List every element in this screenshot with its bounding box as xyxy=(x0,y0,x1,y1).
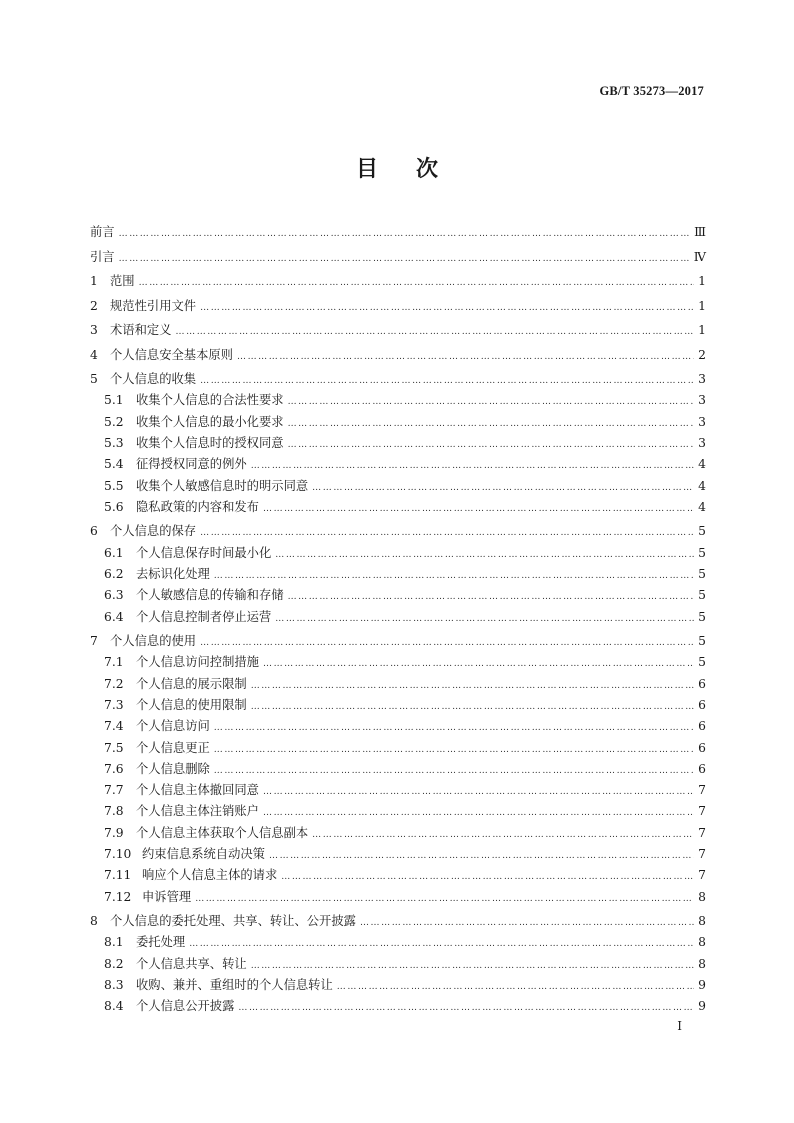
toc-entry-page: 4 xyxy=(698,499,706,514)
toc-entry-label: 个人信息控制者停止运营 xyxy=(136,609,272,624)
toc-entry-number: 5.3 xyxy=(104,435,124,450)
toc-entry-label: 收集个人信息的合法性要求 xyxy=(136,393,284,408)
toc-entry-page: 8 xyxy=(698,935,706,950)
toc-entry-number: 3 xyxy=(90,323,98,338)
toc-entry-page: 4 xyxy=(698,457,706,472)
toc-entry-number: 7.2 xyxy=(104,676,124,691)
toc-dot-leader xyxy=(237,352,694,362)
title-char-1: 目 xyxy=(355,156,378,182)
toc-dot-leader xyxy=(200,638,694,648)
toc-dot-leader xyxy=(288,592,694,602)
toc-entry-page: 5 xyxy=(698,545,706,560)
toc-entry-number: 1 xyxy=(90,274,98,289)
toc-entry-number: 5.1 xyxy=(104,393,124,408)
toc-entry[interactable] xyxy=(90,271,706,292)
toc-entry-page: 5 xyxy=(698,634,706,649)
toc-entry-label: 个人信息共享、转让 xyxy=(136,956,247,971)
toc-entry-page: 8 xyxy=(698,956,706,971)
toc-entry-page: 6 xyxy=(698,697,706,712)
toc-entry-label: 范围 xyxy=(110,274,135,289)
toc-entry[interactable] xyxy=(90,738,706,759)
toc-entry-page: 3 xyxy=(698,414,706,429)
toc-entry[interactable] xyxy=(90,759,706,780)
toc-dot-leader xyxy=(263,808,694,818)
toc-entry-number: 7.3 xyxy=(104,697,124,712)
toc-entry-label: 收集个人敏感信息时的明示同意 xyxy=(136,478,309,493)
toc-dot-leader xyxy=(238,1003,694,1013)
toc-dot-leader xyxy=(214,766,694,776)
toc-entry[interactable] xyxy=(90,296,706,317)
toc-entry-label: 约束信息系统自动决策 xyxy=(142,847,265,861)
toc-entry-number: 8 xyxy=(90,914,98,929)
toc-entry-number: 5.5 xyxy=(104,478,124,493)
toc-entry-page: Ⅲ xyxy=(694,225,706,240)
toc-dot-leader xyxy=(275,550,694,560)
toc-dot-leader xyxy=(269,851,694,861)
toc-entry[interactable] xyxy=(90,780,706,801)
toc-entry-page: 4 xyxy=(698,478,706,493)
toc-entry-page: 8 xyxy=(698,889,706,904)
toc-entry-page: 5 xyxy=(698,655,706,670)
toc-entry-number: 7.4 xyxy=(104,719,124,734)
toc-entry-label: 个人信息访问 xyxy=(136,719,210,734)
toc-dot-leader xyxy=(119,229,691,239)
toc-dot-leader xyxy=(214,745,694,755)
toc-entry[interactable] xyxy=(90,543,706,564)
toc-entry-label: 征得授权同意的例外 xyxy=(136,457,247,472)
toc-entry-label: 引言 xyxy=(90,249,115,264)
toc-entry-page: 6 xyxy=(698,761,706,776)
toc-entry[interactable] xyxy=(90,695,706,716)
toc-entry-label: 申诉管理 xyxy=(142,889,192,904)
toc-dot-leader xyxy=(337,982,694,992)
toc-entry[interactable] xyxy=(90,954,706,975)
toc-dot-leader xyxy=(214,571,694,581)
toc-dot-leader xyxy=(263,504,694,514)
toc-entry-label: 个人信息安全基本原则 xyxy=(110,347,233,362)
toc-entry-number: 5 xyxy=(90,372,98,387)
toc-entry-label: 收集个人信息时的授权同意 xyxy=(136,435,284,450)
toc-entry[interactable] xyxy=(90,433,706,454)
toc-entry-number: 7.8 xyxy=(104,804,124,819)
toc-entry-page: 5 xyxy=(698,588,706,603)
toc-entry[interactable] xyxy=(90,454,706,475)
toc-entry-page: 2 xyxy=(698,347,706,362)
toc-entry-page: 7 xyxy=(698,847,706,861)
toc-entry-label: 收购、兼并、重组时的个人信息转让 xyxy=(136,977,333,992)
toc-entry-page: 5 xyxy=(698,524,706,539)
table-of-contents xyxy=(90,219,706,1018)
toc-dot-leader xyxy=(176,327,695,337)
toc-entry-number: 6.3 xyxy=(104,588,124,603)
toc-entry-page: 7 xyxy=(698,868,706,883)
toc-entry-label: 个人敏感信息的传输和存储 xyxy=(136,588,284,603)
toc-dot-leader xyxy=(288,397,694,407)
toc-entry-label: 个人信息的展示限制 xyxy=(136,676,247,691)
toc-dot-leader xyxy=(251,702,694,712)
toc-entry-page: 1 xyxy=(698,298,706,313)
toc-entry-page: 6 xyxy=(698,676,706,691)
toc-entry[interactable] xyxy=(90,222,706,243)
toc-entry-number: 7.9 xyxy=(104,825,124,840)
toc-entry-number: 8.2 xyxy=(104,956,124,971)
toc-entry[interactable] xyxy=(90,476,706,497)
toc-entry[interactable] xyxy=(90,911,706,932)
toc-dot-leader xyxy=(200,376,694,386)
toc-entry-page: 3 xyxy=(698,393,706,408)
toc-dot-leader xyxy=(214,723,694,733)
toc-entry-label: 个人信息的使用 xyxy=(110,634,197,649)
toc-dot-leader xyxy=(195,894,694,904)
toc-entry-number: 7.7 xyxy=(104,783,124,798)
toc-entry-page: 9 xyxy=(698,977,706,992)
toc-entry[interactable] xyxy=(90,844,706,865)
toc-entry-page: 8 xyxy=(698,914,706,929)
toc-dot-leader xyxy=(200,528,694,538)
toc-entry-number: 6.2 xyxy=(104,566,124,581)
toc-dot-leader xyxy=(251,461,694,471)
toc-entry[interactable] xyxy=(90,631,706,652)
toc-entry-label: 隐私政策的内容和发布 xyxy=(136,499,259,514)
toc-dot-leader xyxy=(281,872,694,882)
toc-dot-leader xyxy=(189,939,694,949)
title-char-2: 次 xyxy=(416,156,439,182)
toc-dot-leader xyxy=(263,787,694,797)
toc-entry[interactable] xyxy=(90,607,706,628)
toc-entry-number: 5.2 xyxy=(104,414,124,429)
toc-entry-label: 响应个人信息主体的请求 xyxy=(142,868,278,883)
toc-entry-number: 5.4 xyxy=(104,457,124,472)
toc-entry-label: 术语和定义 xyxy=(110,323,172,338)
toc-entry-label: 个人信息的委托处理、共享、转让、公开披露 xyxy=(110,914,356,929)
toc-entry[interactable] xyxy=(90,497,706,518)
page-number: I xyxy=(677,1019,682,1033)
toc-entry-page: 7 xyxy=(698,804,706,819)
toc-entry[interactable] xyxy=(90,390,706,411)
toc-entry-label: 个人信息更正 xyxy=(136,740,210,755)
toc-entry-page: 6 xyxy=(698,740,706,755)
toc-entry[interactable] xyxy=(90,320,706,341)
page-title xyxy=(0,152,794,183)
toc-entry-number: 8.4 xyxy=(104,999,124,1014)
toc-entry-number: 7.11 xyxy=(104,868,132,883)
toc-entry-number: 6.1 xyxy=(104,545,124,560)
toc-entry-label: 个人信息主体获取个人信息副本 xyxy=(136,825,309,840)
standard-code: GB/T 35273—2017 xyxy=(599,84,704,98)
toc-entry-number: 7.6 xyxy=(104,761,124,776)
toc-entry-number: 5.6 xyxy=(104,499,124,514)
toc-entry[interactable] xyxy=(90,801,706,822)
toc-entry-label: 规范性引用文件 xyxy=(110,298,197,313)
toc-entry-label: 个人信息删除 xyxy=(136,761,210,776)
toc-entry[interactable] xyxy=(90,585,706,606)
toc-entry-page: 3 xyxy=(698,435,706,450)
toc-dot-leader xyxy=(360,918,694,928)
toc-entry-label: 委托处理 xyxy=(136,935,186,950)
toc-entry-label: 收集个人信息的最小化要求 xyxy=(136,414,284,429)
toc-entry-number: 2 xyxy=(90,298,98,313)
toc-entry-number: 7.12 xyxy=(104,889,132,904)
toc-entry-number: 7.1 xyxy=(104,655,124,670)
toc-entry-number: 6.4 xyxy=(104,609,124,624)
toc-entry-label: 个人信息主体注销账户 xyxy=(136,804,259,819)
toc-dot-leader xyxy=(251,681,694,691)
toc-entry-label: 个人信息的使用限制 xyxy=(136,697,247,712)
toc-dot-leader xyxy=(139,278,694,288)
toc-dot-leader xyxy=(251,961,694,971)
toc-entry[interactable] xyxy=(90,823,706,844)
toc-entry-number: 6 xyxy=(90,524,98,539)
toc-entry-label: 去标识化处理 xyxy=(136,566,210,581)
toc-entry-page: 5 xyxy=(698,609,706,624)
toc-entry-label: 个人信息的保存 xyxy=(110,524,197,539)
toc-dot-leader xyxy=(119,254,690,264)
toc-entry-number: 8.1 xyxy=(104,935,124,950)
toc-dot-leader xyxy=(288,419,694,429)
toc-entry-number: 7.5 xyxy=(104,740,124,755)
toc-entry-page: 6 xyxy=(698,719,706,734)
toc-entry-page: 1 xyxy=(698,274,706,289)
toc-entry-page: 7 xyxy=(698,783,706,798)
toc-entry-page: Ⅳ xyxy=(693,249,706,264)
toc-entry[interactable] xyxy=(90,521,706,542)
toc-entry-page: 9 xyxy=(698,999,706,1014)
toc-entry[interactable] xyxy=(90,652,706,673)
toc-entry[interactable] xyxy=(90,975,706,996)
toc-entry-label: 个人信息的收集 xyxy=(110,372,197,387)
toc-entry-number: 7.10 xyxy=(104,847,132,861)
toc-entry[interactable] xyxy=(90,247,706,268)
toc-dot-leader xyxy=(263,659,694,669)
toc-entry[interactable] xyxy=(90,887,706,908)
toc-entry-label: 个人信息公开披露 xyxy=(136,999,235,1014)
toc-dot-leader xyxy=(200,303,694,313)
toc-entry[interactable] xyxy=(90,865,706,886)
toc-dot-leader xyxy=(275,614,694,624)
toc-entry[interactable] xyxy=(90,674,706,695)
toc-dot-leader xyxy=(312,830,694,840)
toc-entry-label: 个人信息主体撤回同意 xyxy=(136,783,259,798)
toc-entry[interactable] xyxy=(90,412,706,433)
toc-entry[interactable] xyxy=(90,369,706,390)
toc-entry[interactable] xyxy=(90,564,706,585)
toc-entry-number: 8.3 xyxy=(104,977,124,992)
toc-entry[interactable] xyxy=(90,716,706,737)
toc-entry-page: 1 xyxy=(698,323,706,338)
toc-dot-leader xyxy=(312,483,694,493)
toc-entry-page: 5 xyxy=(698,566,706,581)
toc-entry[interactable] xyxy=(90,996,706,1017)
toc-entry-number: 4 xyxy=(90,347,98,362)
toc-dot-leader xyxy=(288,440,694,450)
toc-entry-label: 个人信息保存时间最小化 xyxy=(136,545,272,560)
toc-entry-page: 3 xyxy=(698,372,706,387)
toc-entry-page: 7 xyxy=(698,825,706,840)
toc-entry[interactable] xyxy=(90,345,706,366)
toc-entry-number: 7 xyxy=(90,634,98,649)
toc-entry-label: 前言 xyxy=(90,225,115,240)
toc-entry-label: 个人信息访问控制措施 xyxy=(136,655,259,670)
toc-entry[interactable] xyxy=(90,932,706,953)
